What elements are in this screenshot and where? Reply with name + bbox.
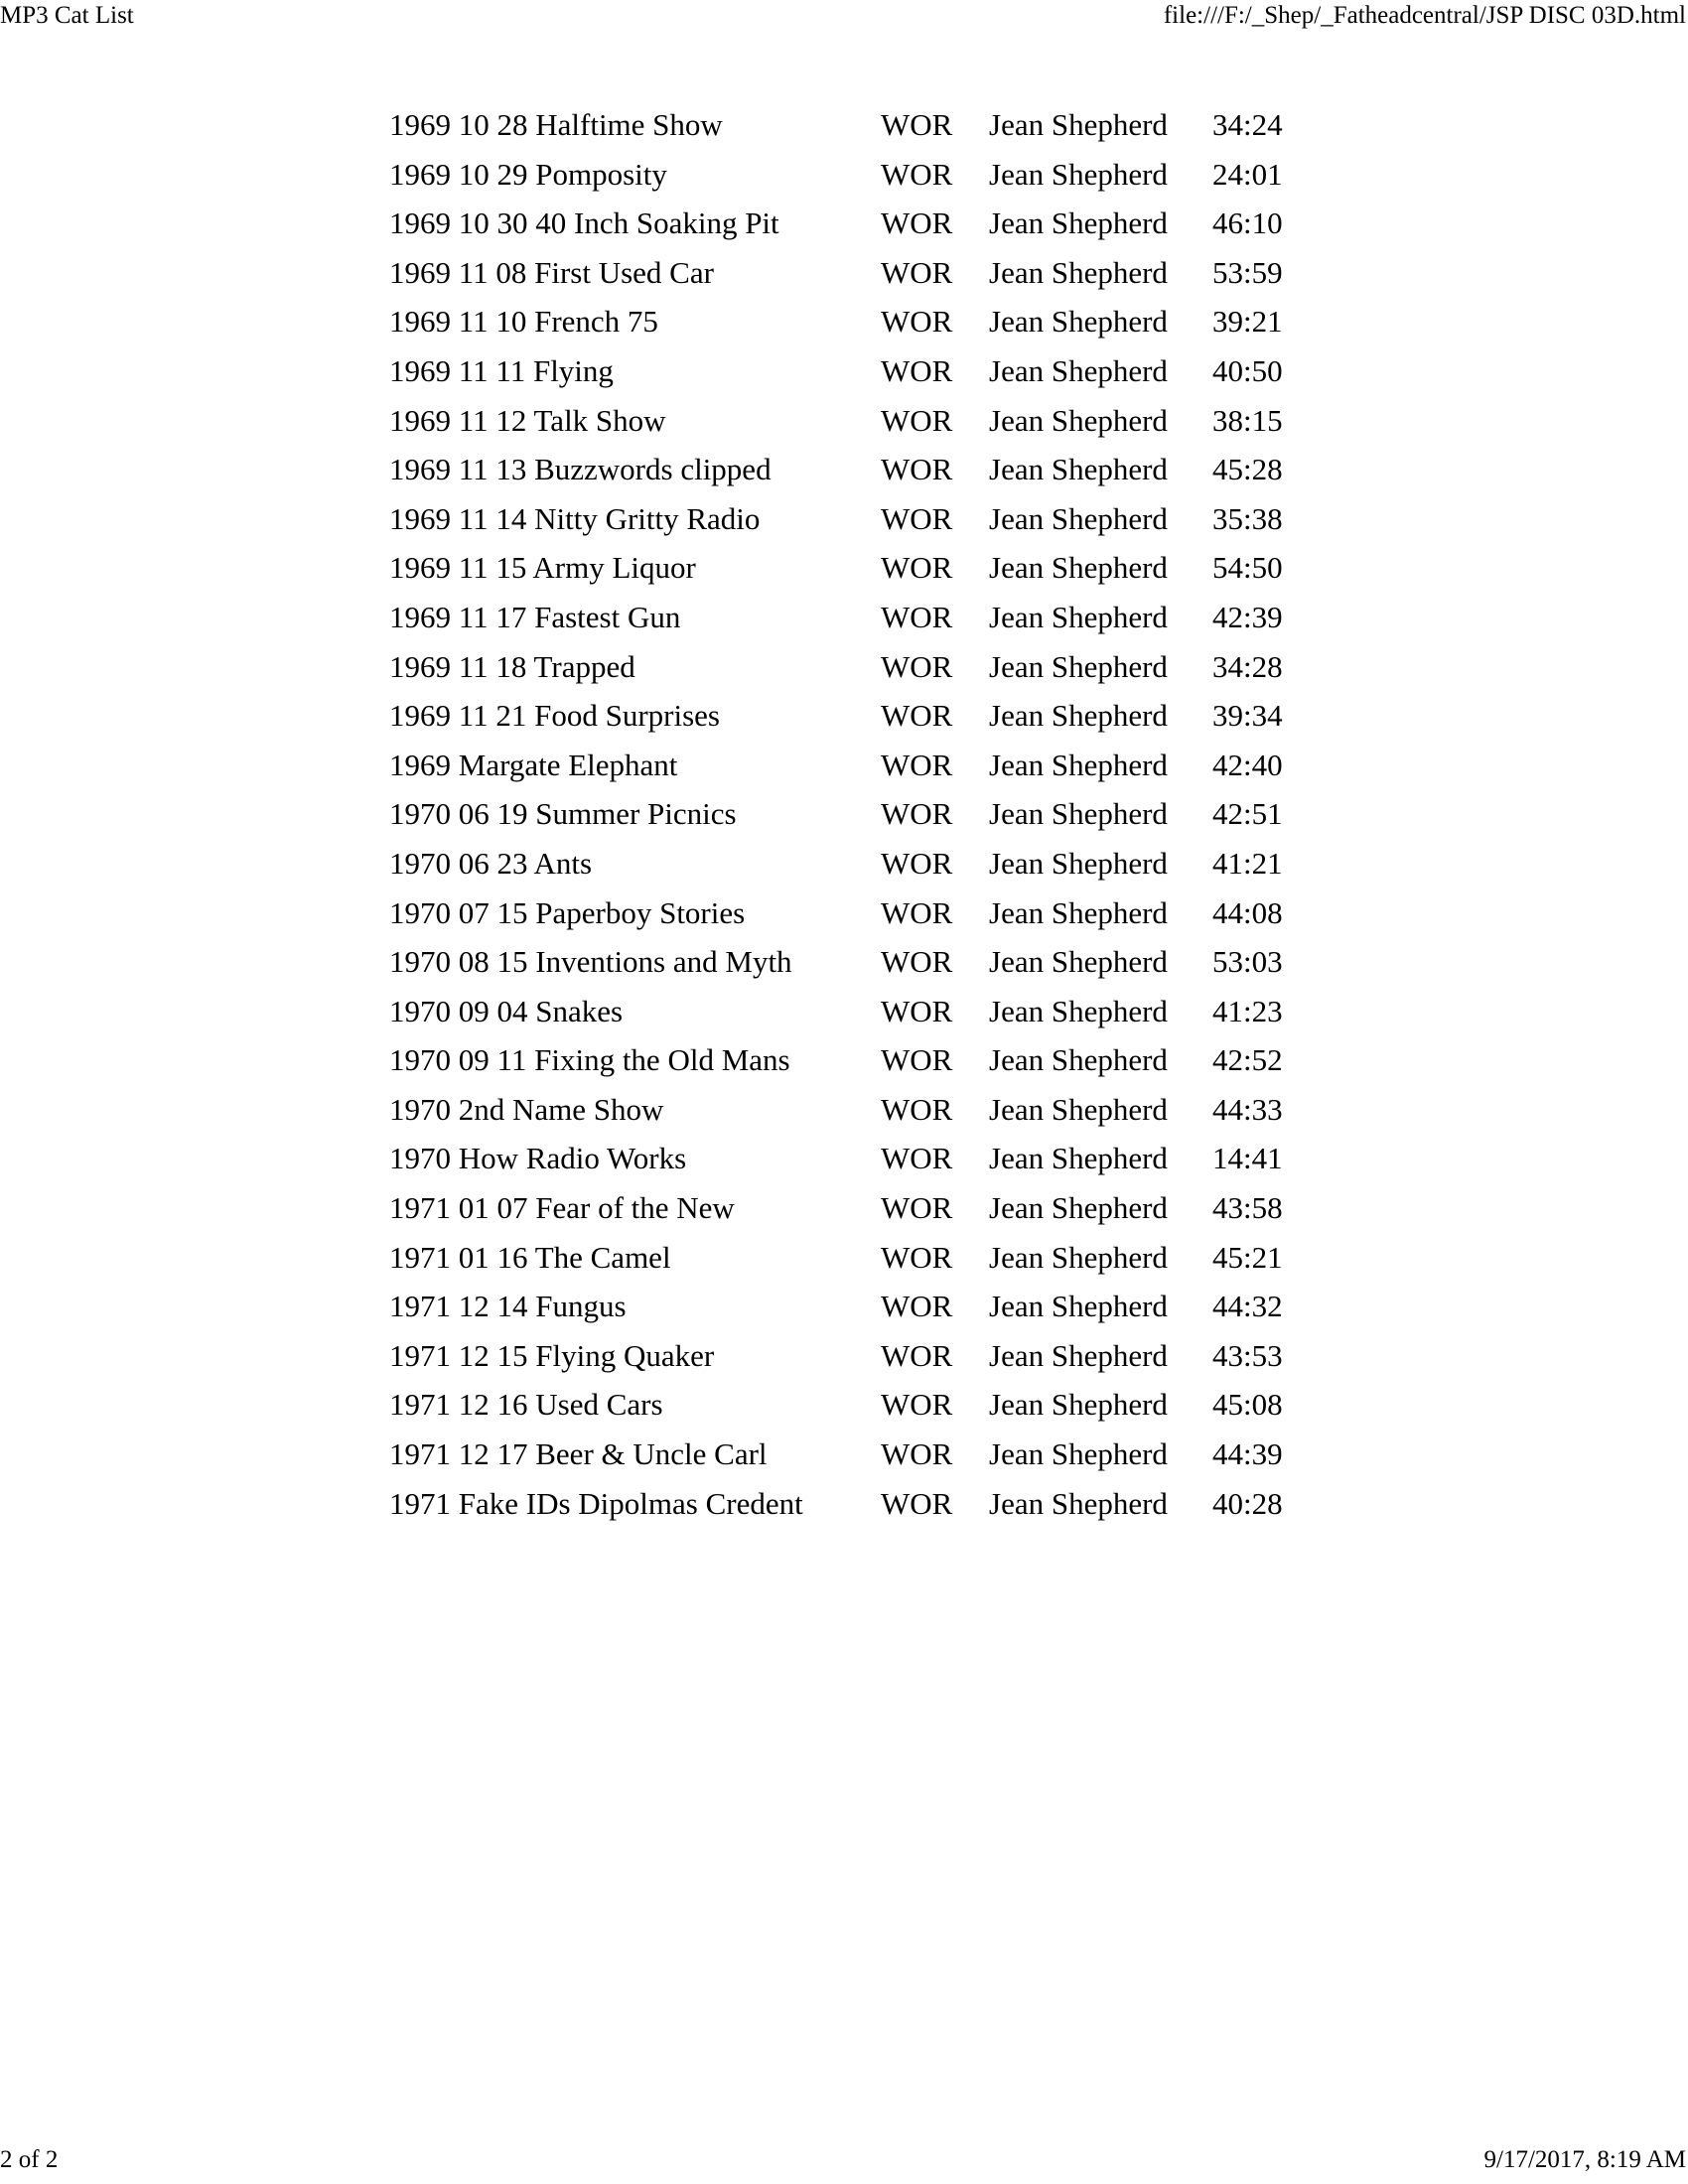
table-row: [389, 888, 1302, 938]
station-cell: WOR: [881, 205, 953, 241]
host-cell: Jean Shepherd: [989, 1141, 1168, 1176]
episode-title-cell: 1969 11 18 Trapped: [389, 648, 635, 684]
episode-title-cell: 1970 06 19 Summer Picnics: [389, 796, 737, 832]
episode-title-cell: 1971 01 16 The Camel: [389, 1239, 671, 1275]
table-row: [389, 494, 1302, 544]
mp3-catalog-table: [389, 100, 1302, 1528]
duration-cell: 42:52: [1212, 1042, 1283, 1078]
table-row: [389, 839, 1302, 888]
table-row: [389, 1134, 1302, 1183]
host-cell: Jean Shepherd: [989, 747, 1168, 782]
episode-title-cell: 1969 11 17 Fastest Gun: [389, 599, 681, 634]
table-row: [389, 1085, 1302, 1135]
episode-title-cell: 1970 2nd Name Show: [389, 1091, 664, 1127]
host-cell: Jean Shepherd: [989, 107, 1168, 142]
episode-title-cell: 1969 10 28 Halftime Show: [389, 107, 723, 142]
duration-cell: 42:40: [1212, 747, 1283, 782]
duration-cell: 14:41: [1212, 1141, 1283, 1176]
host-cell: Jean Shepherd: [989, 698, 1168, 734]
duration-cell: 42:51: [1212, 796, 1283, 832]
station-cell: WOR: [881, 845, 953, 881]
duration-cell: 44:32: [1212, 1289, 1283, 1324]
station-cell: WOR: [881, 698, 953, 734]
host-cell: Jean Shepherd: [989, 352, 1168, 388]
host-cell: Jean Shepherd: [989, 1485, 1168, 1521]
episode-title-cell: 1970 09 11 Fixing the Old Mans: [389, 1042, 790, 1078]
host-cell: Jean Shepherd: [989, 1387, 1168, 1423]
duration-cell: 41:23: [1212, 993, 1283, 1028]
station-cell: WOR: [881, 1190, 953, 1226]
host-cell: Jean Shepherd: [989, 550, 1168, 586]
station-cell: WOR: [881, 550, 953, 586]
page-number: 2 of 2: [0, 2146, 59, 2173]
station-cell: WOR: [881, 1042, 953, 1078]
table-row: [389, 1233, 1302, 1283]
duration-cell: 45:21: [1212, 1239, 1283, 1275]
episode-title-cell: 1969 10 30 40 Inch Soaking Pit: [389, 205, 779, 241]
host-cell: Jean Shepherd: [989, 993, 1168, 1028]
duration-cell: 38:15: [1212, 402, 1283, 438]
station-cell: WOR: [881, 402, 953, 438]
duration-cell: 53:03: [1212, 944, 1283, 980]
host-cell: Jean Shepherd: [989, 1042, 1168, 1078]
table-row: [389, 346, 1302, 396]
table-row: [389, 789, 1302, 839]
host-cell: Jean Shepherd: [989, 796, 1168, 832]
table-row: [389, 1331, 1302, 1381]
host-cell: Jean Shepherd: [989, 599, 1168, 634]
episode-title-cell: 1970 How Radio Works: [389, 1141, 687, 1176]
table-row: [389, 937, 1302, 987]
duration-cell: 44:08: [1212, 894, 1283, 930]
page-header-url: file:///F:/_Shep/_Fatheadcentral/JSP DISC 03D.html: [1163, 2, 1686, 29]
station-cell: WOR: [881, 352, 953, 388]
episode-title-cell: 1970 09 04 Snakes: [389, 993, 624, 1028]
host-cell: Jean Shepherd: [989, 402, 1168, 438]
table-row: [389, 445, 1302, 494]
duration-cell: 42:39: [1212, 599, 1283, 634]
duration-cell: 24:01: [1212, 156, 1283, 192]
host-cell: Jean Shepherd: [989, 304, 1168, 340]
table-row: [389, 100, 1302, 150]
station-cell: WOR: [881, 993, 953, 1028]
station-cell: WOR: [881, 1141, 953, 1176]
station-cell: WOR: [881, 304, 953, 340]
episode-title-cell: 1971 12 15 Flying Quaker: [389, 1337, 715, 1373]
host-cell: Jean Shepherd: [989, 1239, 1168, 1275]
episode-title-cell: 1971 12 17 Beer & Uncle Carl: [389, 1436, 768, 1472]
page-header-title: MP3 Cat List: [0, 2, 134, 29]
station-cell: WOR: [881, 500, 953, 536]
duration-cell: 43:58: [1212, 1190, 1283, 1226]
episode-title-cell: 1971 01 07 Fear of the New: [389, 1190, 735, 1226]
episode-title-cell: 1969 11 12 Talk Show: [389, 402, 666, 438]
table-row: [389, 691, 1302, 741]
episode-title-cell: 1971 12 14 Fungus: [389, 1289, 627, 1324]
episode-title-cell: 1969 Margate Elephant: [389, 747, 678, 782]
episode-title-cell: 1969 11 08 First Used Car: [389, 254, 714, 290]
host-cell: Jean Shepherd: [989, 452, 1168, 487]
episode-title-cell: 1969 11 13 Buzzwords clipped: [389, 452, 772, 487]
host-cell: Jean Shepherd: [989, 648, 1168, 684]
table-row: [389, 741, 1302, 790]
station-cell: WOR: [881, 1239, 953, 1275]
station-cell: WOR: [881, 747, 953, 782]
host-cell: Jean Shepherd: [989, 1436, 1168, 1472]
table-row: [389, 1183, 1302, 1233]
host-cell: Jean Shepherd: [989, 944, 1168, 980]
table-row: [389, 1479, 1302, 1529]
table-row: [389, 396, 1302, 446]
host-cell: Jean Shepherd: [989, 156, 1168, 192]
duration-cell: 44:33: [1212, 1091, 1283, 1127]
episode-title-cell: 1970 08 15 Inventions and Myth: [389, 944, 792, 980]
episode-title-cell: 1970 07 15 Paperboy Stories: [389, 894, 746, 930]
duration-cell: 40:50: [1212, 352, 1283, 388]
duration-cell: 46:10: [1212, 205, 1283, 241]
station-cell: WOR: [881, 1485, 953, 1521]
duration-cell: 39:21: [1212, 304, 1283, 340]
episode-title-cell: 1969 11 10 French 75: [389, 304, 658, 340]
table-row: [389, 1282, 1302, 1331]
station-cell: WOR: [881, 796, 953, 832]
duration-cell: 41:21: [1212, 845, 1283, 881]
host-cell: Jean Shepherd: [989, 1289, 1168, 1324]
duration-cell: 40:28: [1212, 1485, 1283, 1521]
station-cell: WOR: [881, 452, 953, 487]
host-cell: Jean Shepherd: [989, 1091, 1168, 1127]
station-cell: WOR: [881, 1337, 953, 1373]
episode-title-cell: 1971 Fake IDs Dipolmas Credent: [389, 1485, 803, 1521]
table-row: [389, 987, 1302, 1036]
duration-cell: 34:24: [1212, 107, 1283, 142]
duration-cell: 35:38: [1212, 500, 1283, 536]
print-datetime: 9/17/2017, 8:19 AM: [1483, 2146, 1686, 2173]
table-row: [389, 150, 1302, 200]
station-cell: WOR: [881, 648, 953, 684]
table-row: [389, 642, 1302, 692]
table-row: [389, 593, 1302, 642]
station-cell: WOR: [881, 254, 953, 290]
table-row: [389, 297, 1302, 346]
host-cell: Jean Shepherd: [989, 500, 1168, 536]
host-cell: Jean Shepherd: [989, 845, 1168, 881]
episode-title-cell: 1970 06 23 Ants: [389, 845, 593, 881]
table-row: [389, 1430, 1302, 1479]
duration-cell: 43:53: [1212, 1337, 1283, 1373]
duration-cell: 53:59: [1212, 254, 1283, 290]
episode-title-cell: 1971 12 16 Used Cars: [389, 1387, 663, 1423]
table-row: [389, 1380, 1302, 1430]
station-cell: WOR: [881, 156, 953, 192]
host-cell: Jean Shepherd: [989, 894, 1168, 930]
host-cell: Jean Shepherd: [989, 1190, 1168, 1226]
episode-title-cell: 1969 11 15 Army Liquor: [389, 550, 696, 586]
station-cell: WOR: [881, 894, 953, 930]
host-cell: Jean Shepherd: [989, 1337, 1168, 1373]
station-cell: WOR: [881, 1387, 953, 1423]
duration-cell: 34:28: [1212, 648, 1283, 684]
catalog-rows: [389, 100, 1302, 1528]
table-row: [389, 1035, 1302, 1085]
station-cell: WOR: [881, 1289, 953, 1324]
duration-cell: 39:34: [1212, 698, 1283, 734]
duration-cell: 45:08: [1212, 1387, 1283, 1423]
episode-title-cell: 1969 11 11 Flying: [389, 352, 614, 388]
station-cell: WOR: [881, 1436, 953, 1472]
host-cell: Jean Shepherd: [989, 205, 1168, 241]
table-row: [389, 199, 1302, 248]
table-row: [389, 543, 1302, 593]
episode-title-cell: 1969 11 21 Food Surprises: [389, 698, 720, 734]
station-cell: WOR: [881, 944, 953, 980]
episode-title-cell: 1969 10 29 Pomposity: [389, 156, 667, 192]
station-cell: WOR: [881, 107, 953, 142]
station-cell: WOR: [881, 1091, 953, 1127]
station-cell: WOR: [881, 599, 953, 634]
host-cell: Jean Shepherd: [989, 254, 1168, 290]
episode-title-cell: 1969 11 14 Nitty Gritty Radio: [389, 500, 761, 536]
duration-cell: 44:39: [1212, 1436, 1283, 1472]
duration-cell: 45:28: [1212, 452, 1283, 487]
duration-cell: 54:50: [1212, 550, 1283, 586]
table-row: [389, 248, 1302, 298]
